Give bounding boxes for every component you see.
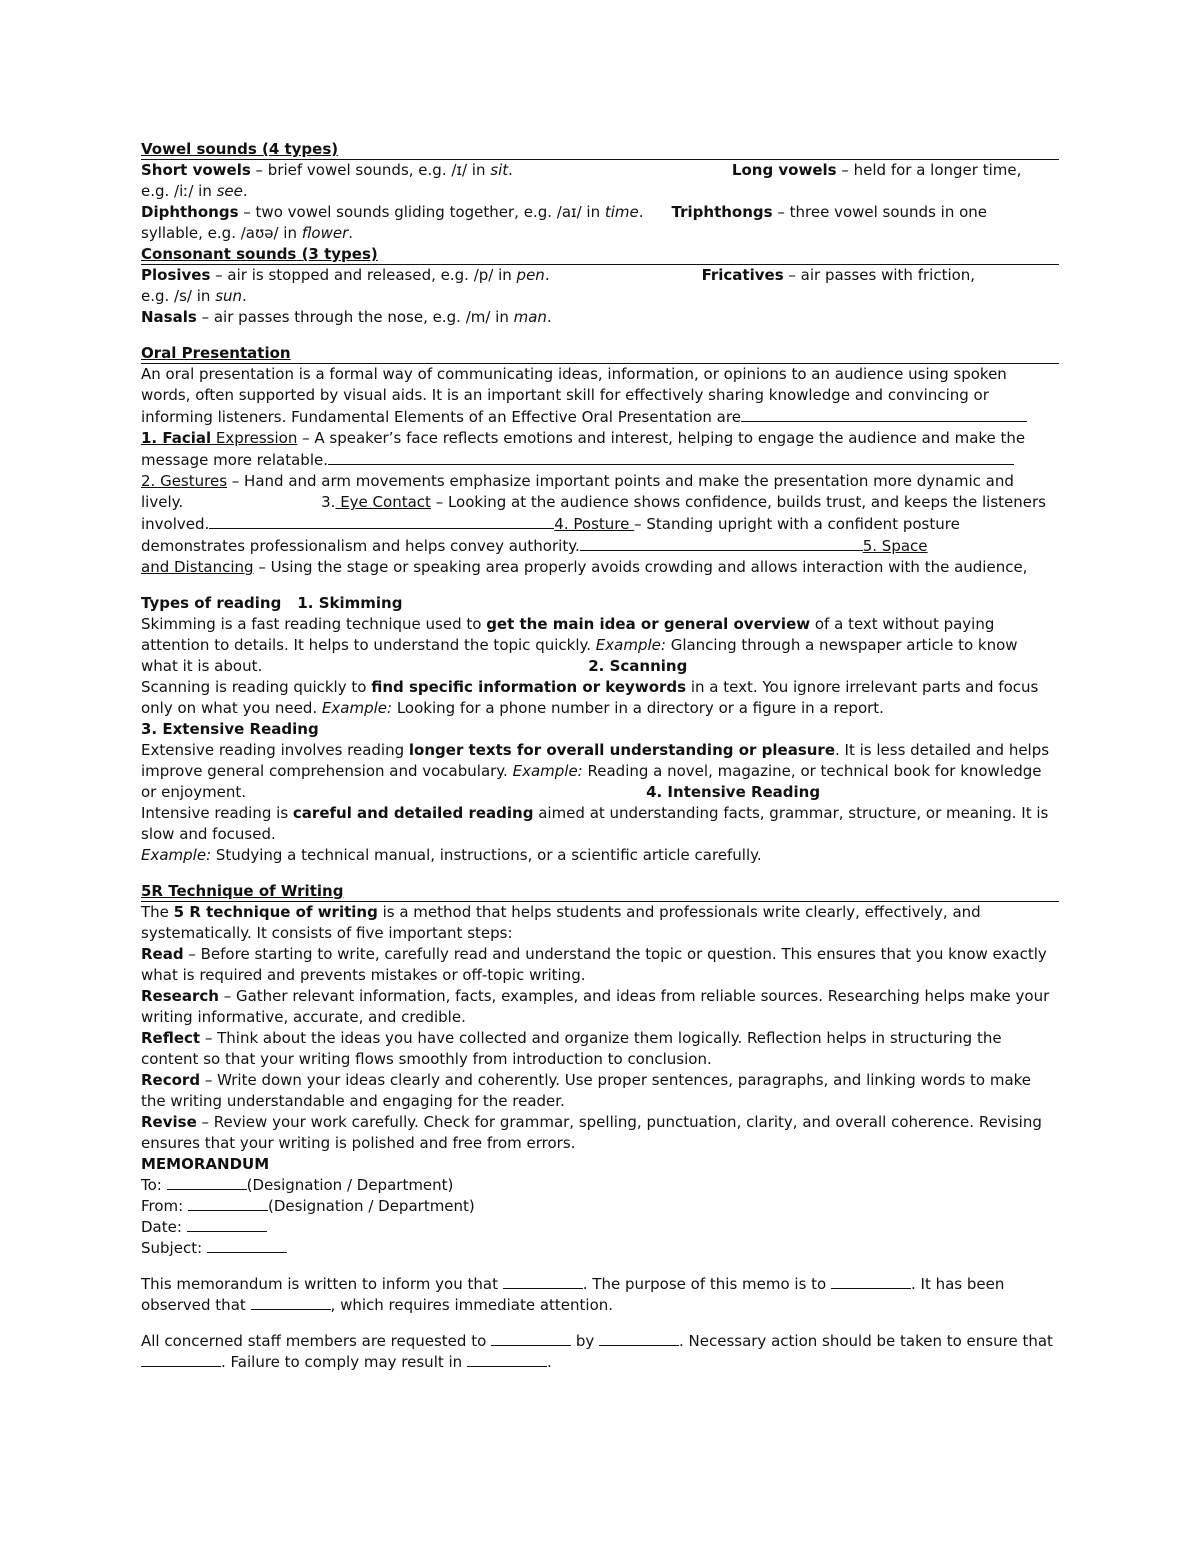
writing-step-reflect (141, 1028, 1059, 1070)
memo-title-text: MEMORANDUM (141, 1155, 270, 1173)
element-4-text: – Standing upright with a confident posture demonstrates professionalism and helps convey authority. (141, 515, 960, 555)
memo-paragraph-2 (141, 1331, 1059, 1373)
spacer (141, 578, 1059, 593)
intensive-title: 4. Intensive Reading (646, 783, 821, 801)
step-label: Record (141, 1071, 201, 1089)
consonant-plosives-fricatives: Plosives – air is stopped and released, e.g. /p/ in pen. Fricatives – air passes with friction, e.g. /s/ in sun. (141, 266, 976, 305)
reading-heading: Types of reading (141, 594, 282, 612)
diphthongs-text: – two vowel sounds gliding together, e.g. /aɪ/ in (238, 203, 605, 221)
extensive-text-b: . It is less detailed and helps improve general comprehension and vocabulary. (141, 741, 1050, 780)
triphthongs-word: flower (301, 224, 349, 242)
step-label: Reflect (141, 1029, 201, 1047)
blank-field[interactable] (188, 1196, 268, 1211)
triphthongs-label: Triphthongs (671, 203, 773, 221)
extensive-example-label: Example: (512, 762, 583, 780)
spacer (141, 1316, 1059, 1331)
step-label: Revise (141, 1113, 197, 1131)
blank-field[interactable] (503, 1274, 583, 1289)
skimming-title: 1. Skimming (297, 594, 403, 612)
memo-paragraph-1 (141, 1274, 1059, 1316)
memo-p2-c: . Necessary action should be taken to ensure that (678, 1332, 1053, 1350)
spacer (141, 866, 1059, 881)
step-text: – Gather relevant information, facts, examples, and ideas from reliable sources. Researching helps make your writing informative, accurate, and credible. (141, 987, 1050, 1026)
plosives-label: Plosives (141, 266, 211, 284)
reading-extensive (141, 719, 1059, 803)
oral-presentation-heading: Oral Presentation (141, 343, 1059, 364)
blank-field[interactable] (251, 1295, 331, 1310)
memo-to-label: To: (141, 1176, 167, 1194)
vowel-sounds-heading: Vowel sounds (4 types) (141, 139, 1059, 160)
short-vowels-word: sit (490, 161, 509, 179)
blank-field[interactable] (831, 1274, 911, 1289)
skimming-example: Glancing through a newspaper article to know what it is about. (141, 636, 1018, 675)
step-text: – Review your work carefully. Check for grammar, spelling, punctuation, clarity, and overall coherence. Revising ensures that your writing is polished and free from errors. (141, 1113, 1042, 1152)
step-text: – Write down your ideas clearly and coherently. Use proper sentences, paragraphs, and linking words to make the writing understandable and engaging for the reader. (141, 1071, 1032, 1110)
writing-heading: 5R Technique of Writing (141, 881, 1059, 902)
step-text: – Before starting to write, carefully read and understand the topic or question. This ensures that you know exactly what is required and prevents mistakes or off-topic writing. (141, 945, 1047, 984)
plosives-text: – air is stopped and released, e.g. /p/ in (210, 266, 517, 284)
long-vowels-text2: e.g. /iː/ in (141, 182, 217, 200)
element-1-text: – A speaker’s face reflects emotions and interest, helping to engage the audience and make the message more relatable. (141, 429, 1026, 469)
scanning-example: Looking for a phone number in a directory or a figure in a report. (392, 699, 884, 717)
plosives-word: pen (516, 266, 545, 284)
nasals-label: Nasals (141, 308, 197, 326)
extensive-example: Reading a novel, magazine, or technical book for knowledge or enjoyment. (141, 762, 1042, 801)
intensive-text-a: Intensive reading is (141, 804, 293, 822)
diphthongs-label: Diphthongs (141, 203, 239, 221)
fricatives-word: sun (215, 287, 243, 305)
memo-subject-label: Subject: (141, 1239, 207, 1257)
memo-p1-b: . The purpose of this memo is to (582, 1275, 831, 1293)
fill-rule (328, 449, 1014, 465)
fill-rule (741, 406, 1027, 422)
document-page (141, 139, 1059, 1373)
memo-from (141, 1196, 1059, 1217)
oral-elements-2-5 (141, 471, 1059, 578)
long-vowels-text: – held for a longer time, (836, 161, 1022, 179)
element-3-label: Eye Contact (335, 493, 431, 511)
blank-field[interactable] (167, 1175, 247, 1190)
step-label: Read (141, 945, 184, 963)
element-5-label-b: and Distancing (141, 558, 254, 576)
writing-intro (141, 902, 1059, 944)
short-vowels-label: Short vowels (141, 161, 251, 179)
writing-step-revise (141, 1112, 1059, 1154)
blank-field[interactable] (141, 1352, 221, 1367)
memo-p2-d: . Failure to comply may result in (221, 1353, 467, 1371)
skimming-text-b: of a text without paying attention to details. It helps to understand the topic quickly. (141, 615, 995, 654)
triphthongs-text: – three vowel sounds in one (772, 203, 988, 221)
element-2-label: 2. Gestures (141, 472, 228, 490)
memo-from-suffix: (Designation / Department) (268, 1197, 475, 1215)
triphthongs-text2: syllable, e.g. /aʊə/ in (141, 224, 302, 242)
memo-p1-c: . It has been observed that (141, 1275, 1005, 1314)
consonant-sounds-heading: Consonant sounds (3 types) (141, 244, 1059, 265)
blank-field[interactable] (599, 1331, 679, 1346)
long-vowels-word: see (216, 182, 243, 200)
extensive-text-a: Extensive reading involves reading (141, 741, 409, 759)
writing-intro-a: The (141, 903, 174, 921)
element-2-text: – Hand and arm movements emphasize important points and make the presentation more dynamic and lively. (141, 472, 1014, 511)
spacer (141, 1259, 1059, 1274)
memo-title (141, 1154, 1059, 1175)
reading-skimming (141, 593, 1059, 677)
memo-p2-b: by (571, 1332, 599, 1350)
reading-intensive-example (141, 845, 1059, 866)
skimming-bold: get the main idea or general overview (486, 615, 811, 633)
blank-field[interactable] (187, 1217, 267, 1232)
long-vowels-label: Long vowels (731, 161, 837, 179)
intensive-bold: careful and detailed reading (292, 804, 534, 822)
element-1-label: Expression (211, 429, 298, 447)
diphthongs-word: time (604, 203, 639, 221)
consonant-nasals: Nasals – air passes through the nose, e.g. /m/ in man. (141, 308, 552, 326)
fricatives-label: Fricatives (701, 266, 784, 284)
oral-element-1 (141, 428, 1059, 471)
memo-to (141, 1175, 1059, 1196)
scanning-bold: find specific information or keywords (371, 678, 687, 696)
scanning-example-label: Example: (321, 699, 393, 717)
memo-subject (141, 1238, 1059, 1259)
memo-date-label: Date: (141, 1218, 187, 1236)
element-5-text: – Using the stage or speaking area properly avoids crowding and allows interaction with the audience, (253, 558, 1028, 576)
blank-field[interactable] (207, 1238, 287, 1253)
nasals-text: – air passes through the nose, e.g. /m/ in (196, 308, 514, 326)
scanning-text-a: Scanning is reading quickly to (141, 678, 372, 696)
fricatives-text2: e.g. /s/ in (141, 287, 216, 305)
element-4-label: 4. Posture (554, 515, 635, 533)
short-vowels-text: – brief vowel sounds, e.g. /ɪ/ in (250, 161, 491, 179)
writing-intro-bold: 5 R technique of writing (173, 903, 378, 921)
writing-intro-b: is a method that helps students and professionals write clearly, effectively, and systematically. It consists of five important steps: (141, 903, 981, 942)
memo-p1-a: This memorandum is written to inform you that (141, 1275, 503, 1293)
reading-intensive (141, 803, 1059, 845)
element-5-label-a: 5. Space (862, 537, 928, 555)
memo-p2-e: . (546, 1353, 552, 1371)
step-text: – Think about the ideas you have collected and organize them logically. Reflection helps in structuring the content so that your writing flows smoothly from introduction to conclusion. (141, 1029, 1002, 1068)
spacer (141, 328, 1059, 343)
scanning-title: 2. Scanning (588, 657, 688, 675)
nasals-word: man (513, 308, 547, 326)
blank-field[interactable] (491, 1331, 571, 1346)
extensive-bold: longer texts for overall understanding or pleasure (408, 741, 835, 759)
intensive-example: Studying a technical manual, instructions, or a scientific article carefully. (211, 846, 762, 864)
fill-rule (209, 513, 554, 529)
vowel-short-long: Short vowels – brief vowel sounds, e.g. /ɪ/ in sit. Long vowels – held for a longer time, e.g. /iː/ in see. (141, 161, 1022, 200)
skimming-text-a: Skimming is a fast reading technique used to (141, 615, 487, 633)
skimming-example-label: Example: (595, 636, 666, 654)
oral-intro-text: An oral presentation is a formal way of communicating ideas, information, or opinions to an audience using spoken words, often supported by visual aids. It is an important skill for effectively sharing knowledge and convincing or informing listeners. Fundamental Elements of an Effective Oral Presentation are (141, 365, 1007, 426)
scanning-text-b: in a text. You ignore irrelevant parts and focus only on what you need. (141, 678, 1039, 717)
memo-p2-a: All concerned staff members are requested to (141, 1332, 492, 1350)
memo-date (141, 1217, 1059, 1238)
writing-step-record (141, 1070, 1059, 1112)
vowel-diph-triph: Diphthongs – two vowel sounds gliding together, e.g. /aɪ/ in time. Triphthongs – three vowel sounds in one syllable, e.g. /aʊə/ in flower. (141, 203, 988, 242)
memo-to-suffix: (Designation / Department) (246, 1176, 454, 1194)
intensive-example-label: Example: (141, 846, 212, 864)
element-1-number: 1. Facial (141, 429, 212, 447)
writing-step-read (141, 944, 1059, 986)
element-3-text: – Looking at the audience shows confidence, builds trust, and keeps the listeners involved. (141, 493, 1046, 533)
fill-rule (580, 535, 863, 551)
intensive-text-b: aimed at understanding facts, grammar, structure, or meaning. It is slow and focused. (141, 804, 1049, 843)
element-3-number: 3. (321, 493, 336, 511)
oral-intro (141, 364, 1059, 428)
extensive-title: 3. Extensive Reading (141, 720, 319, 738)
memo-from-label: From: (141, 1197, 188, 1215)
memo-p1-d: , which requires immediate attention. (330, 1296, 614, 1314)
fricatives-text: – air passes with friction, (783, 266, 976, 284)
writing-step-research (141, 986, 1059, 1028)
reading-scanning (141, 677, 1059, 719)
step-label: Research (141, 987, 219, 1005)
blank-field[interactable] (467, 1352, 547, 1367)
